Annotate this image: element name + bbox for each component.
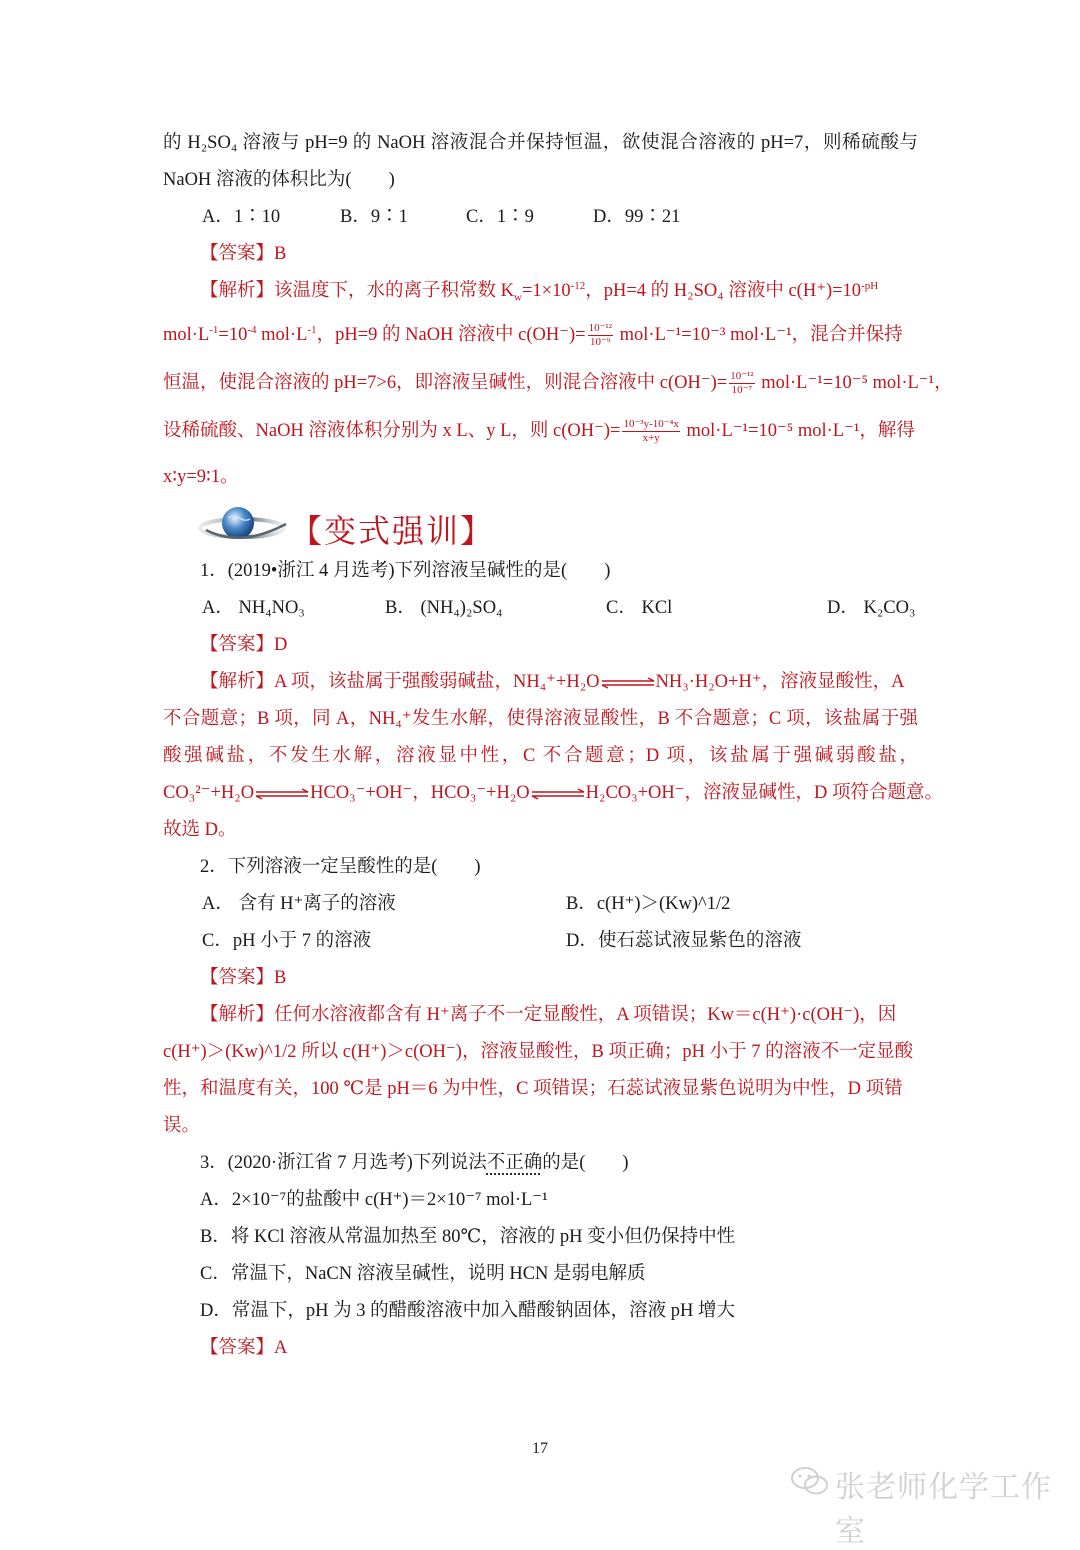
option-a: A．2×10⁻⁷的盐酸中 c(H⁺)＝2×10⁻⁷ mol·L⁻¹ [200, 1190, 548, 1210]
equilibrium-arrow-icon [254, 788, 310, 800]
fraction [622, 418, 679, 445]
explanation-line: x∶y=9∶1。 [163, 467, 239, 487]
explanation-line: 不合题意；B 项，同 A，NH₄⁺发生水解，使得溶液显酸性，B 不合题意；C 项，该盐属于强 [163, 709, 918, 729]
option-c: C．pH 小于 7 的溶液 [202, 931, 372, 951]
explanation-line: 性，和温度有关，100 ℃是 pH＝6 为中性，C 项错误；石蕊试液显紫色说明为中性，D 项错 [163, 1079, 903, 1099]
answer-label: 【答案】B [200, 968, 287, 988]
question-stem-text: 的是( ) [542, 1153, 629, 1173]
question-stem [200, 1150, 629, 1176]
explanation-line: 酸强碱盐，不发生水解，溶液显中性，C 不合题意；D 项，该盐属于强碱弱酸盐， [163, 746, 918, 766]
fraction [729, 370, 754, 397]
explanation-text: CO₃²⁻+H₂O [163, 783, 255, 803]
question-stem: 1．(2019•浙江 4 月选考)下列溶液呈碱性的是( ) [200, 561, 611, 581]
explanation-label: 【解析】 [200, 281, 275, 301]
explanation-line [200, 669, 904, 695]
section-title: 【变式强训】 [290, 512, 495, 550]
explanation-text: mol·L⁻¹=10⁻³ mol·L⁻¹，混合并保持 [615, 325, 903, 345]
explanation-text: H₂CO₃+OH⁻，溶液显碱性，D 项符合题意。 [585, 783, 944, 803]
explanation-text: HCO₃⁻+OH⁻，HCO₃⁻+H₂O [310, 783, 530, 803]
option-d: D． K₂CO₃ [827, 598, 916, 618]
explanation-text: mol·L [163, 325, 210, 345]
explanation-text: A 项，该盐属于强酸弱碱盐，NH₄⁺+H₂O [274, 672, 600, 692]
explanation-line: $mol\cdot L^{-1}=10^{-4}$ $mol\cdot L^{-1}$，pH=9 的 NaOH 溶液中 c(OH⁻)= $\frac{\text{10⁻¹²}}{\text{10⁻⁹}}$ mol·L⁻¹=10⁻³ mol·L⁻¹，混合并保持 [163, 322, 903, 349]
explanation-line [163, 418, 918, 445]
explanation-text: =1×10 [521, 281, 571, 301]
option-b: B． (NH₄)₂SO₄ [385, 598, 503, 618]
fraction-denominator: 10⁻⁷ [731, 384, 753, 397]
option-c: C．1∶9 [466, 207, 534, 227]
explanation-line: 误。 [163, 1116, 201, 1136]
option-b: B．9∶1 [340, 207, 408, 227]
option-b: B．c(H⁺)＞(Kw)^1/2 [566, 894, 731, 914]
exponent: -12 [570, 279, 586, 292]
emphasis-text: 不正确 [486, 1153, 543, 1173]
question-stem-text: 3．(2020·浙江省 7 月选考)下列说法 [200, 1153, 487, 1173]
explanation-line [163, 780, 944, 806]
question-stem-line: NaOH 溶液的体积比为( ) [163, 170, 395, 190]
watermark-text: 张老师化学工作室 [835, 1470, 1052, 1549]
option-a: A． NH₄NO₃ [202, 598, 305, 618]
explanation-text: ，pH=9 的 NaOH 溶液中 c(OH⁻)= [316, 325, 586, 345]
explanation-text: 恒温，使混合溶液的 pH=7>6，即溶液呈碱性，则混合溶液中 c(OH⁻)= [163, 373, 728, 393]
answer-label: 【答案】A [200, 1338, 288, 1358]
explanation-line [163, 370, 953, 397]
explanation-text: ，pH=4 的 H₂SO₄ 溶液中 c(H⁺)=10 [585, 281, 862, 301]
page-number: 17 [532, 1440, 548, 1457]
fraction-numerator: 10⁻³y-10⁻⁴x [623, 418, 679, 431]
equilibrium-arrow-icon [530, 788, 586, 800]
explanation-text: mol·L⁻¹=10⁻⁵ mol·L⁻¹， [756, 373, 953, 393]
explanation-text: mol·L [256, 325, 308, 345]
fraction [588, 322, 613, 349]
fraction-numerator: 10⁻¹² [730, 370, 754, 383]
fraction-denominator: 10⁻⁹ [590, 336, 611, 349]
explanation-text: 该温度下，水的离子积常数 K [274, 281, 515, 301]
question-stem-line: 的 H₂SO₄ 溶液与 pH=9 的 NaOH 溶液混合并保持恒温，欲使混合溶液的 pH=7，则稀硫酸与 [163, 133, 918, 153]
wechat-icon [790, 1464, 830, 1498]
option-a: A．1∶10 [202, 207, 281, 227]
explanation-line: 【解析】该温度下，水的离子积常数 $K_w=1\times 10^{-12}$，pH=4 的 H₂SO₄ 溶液中 $c(H^+)=10^{-pH}$ [200, 279, 879, 304]
explanation-line: c(H⁺)＞(Kw)^1/2 所以 c(H⁺)＞c(OH⁻)，溶液显酸性，B 项正确；pH 小于 7 的溶液不一定显酸 [163, 1042, 914, 1062]
question-stem: 2．下列溶液一定呈酸性的是( ) [200, 857, 481, 877]
explanation-text: 设稀硫酸、NaOH 溶液体积分别为 x L、y L，则 c(OH⁻)= [163, 421, 621, 441]
explanation-line: 【解析】任何水溶液都含有 H⁺离子不一定显酸性，A 项错误；Kw＝c(H⁺)·c(OH⁻)，因 [200, 1005, 897, 1025]
explanation-text: =10 [218, 325, 248, 345]
option-d: D．使石蕊试液显紫色的溶液 [566, 931, 802, 951]
option-c: C． KCl [606, 598, 673, 618]
answer-label: 【答案】D [200, 635, 288, 655]
option-c: C．常温下，NaCN 溶液呈碱性，说明 HCN 是弱电解质 [200, 1264, 646, 1284]
option-b: B．将 KCl 溶液从常温加热至 80℃，溶液的 pH 变小但仍保持中性 [200, 1227, 736, 1247]
option-d: D．常温下，pH 为 3 的醋酸溶液中加入醋酸钠固体，溶液 pH 增大 [200, 1301, 735, 1321]
explanation-text: NH₃·H₂O+H⁺，溶液显酸性，A [655, 672, 905, 692]
option-d: D．99∶21 [593, 207, 681, 227]
answer-label: 【答案】B [200, 244, 287, 264]
exponent: -pH [861, 279, 879, 292]
option-a: A． 含有 H⁺离子的溶液 [202, 894, 396, 914]
explanation-text: mol·L⁻¹=10⁻⁵ mol·L⁻¹，解得 [681, 421, 915, 441]
fraction-numerator: 10⁻¹² [588, 322, 613, 335]
explanation-line: 故选 D。 [163, 820, 237, 840]
fraction-denominator: x+y [642, 432, 660, 445]
equilibrium-arrow-icon [600, 677, 656, 689]
explanation-label: 【解析】 [200, 672, 275, 692]
